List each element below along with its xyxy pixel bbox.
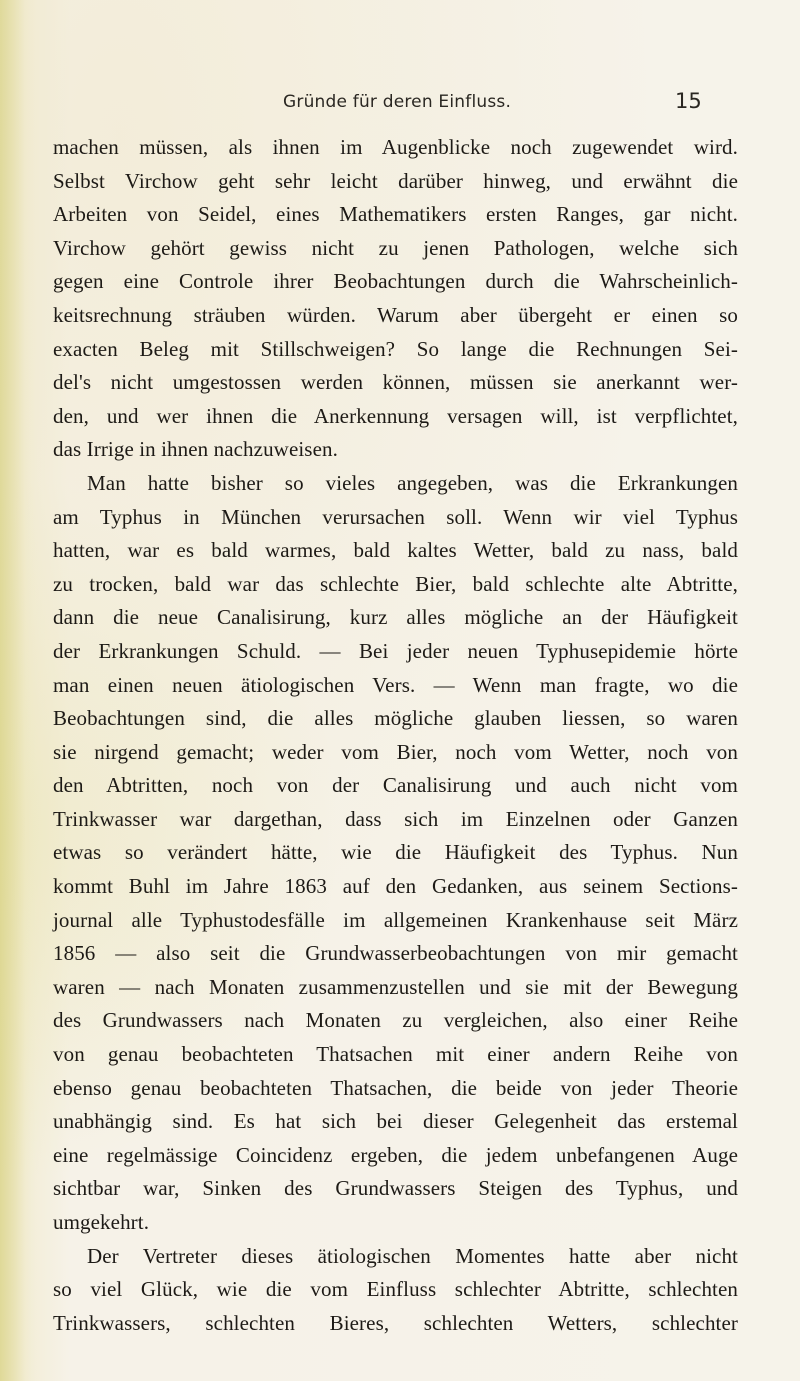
text-line: Trinkwassers, schlechten Bieres, schlechten Wetters, schlechter	[53, 1310, 738, 1335]
text-line: den, und wer ihnen die Anerkennung versagen will, ist verpflichtet,	[53, 403, 738, 428]
text-line: hatten, war es bald warmes, bald kaltes Wetter, bald zu nass, bald	[53, 538, 738, 563]
text-line: etwas so verändert hätte, wie die Häufigkeit des Typhus. Nun	[53, 840, 738, 865]
page-number: 15	[675, 89, 702, 113]
text-line: unabhängig sind. Es hat sich bei dieser Gelegenheit das erstemal	[53, 1109, 738, 1134]
text-line: sie nirgend gemacht; weder vom Bier, noch vom Wetter, noch von	[53, 739, 738, 764]
body-text	[53, 131, 738, 1340]
text-line: Beobachtungen sind, die alles mögliche glauben liessen, so waren	[53, 706, 738, 731]
text-line: das Irrige in ihnen nachzuweisen.	[53, 437, 338, 462]
text-line: man einen neuen ätiologischen Vers. — Wenn man fragte, wo die	[53, 672, 738, 697]
text-line: kommt Buhl im Jahre 1863 auf den Gedanken, aus seinem Sections-	[53, 874, 738, 899]
text-line: gegen eine Controle ihrer Beobachtungen durch die Wahrscheinlich-	[53, 269, 738, 294]
text-line: journal alle Typhustodesfälle im allgemeinen Krankenhause seit März	[53, 907, 738, 932]
page-header	[0, 89, 800, 122]
text-line: umgekehrt.	[53, 1210, 150, 1234]
text-line: Arbeiten von Seidel, eines Mathematikers ersten Ranges, gar nicht.	[53, 202, 738, 227]
text-line: des Grundwassers nach Monaten zu vergleichen, also einer Reihe	[53, 1008, 738, 1033]
text-line: von genau beobachteten Thatsachen mit einer andern Reihe von	[53, 1042, 738, 1067]
text-line: Trinkwasser war dargethan, dass sich im Einzelnen oder Ganzen	[53, 806, 738, 831]
text-line: den Abtritten, noch von der Canalisirung und auch nicht vom	[53, 773, 738, 798]
text-line: dann die neue Canalisirung, kurz alles mögliche an der Häufigkeit	[53, 605, 738, 630]
page-edge-shading	[0, 0, 36, 1381]
text-line: sichtbar war, Sinken des Grundwassers Steigen des Typhus, und	[53, 1176, 738, 1201]
text-line: ebenso genau beobachteten Thatsachen, die beide von jeder Theorie	[53, 1075, 738, 1100]
text-line: 1856 — also seit die Grundwasserbeobachtungen von mir gemacht	[53, 941, 738, 966]
text-line: Selbst Virchow geht sehr leicht darüber hinweg, und erwähnt die	[53, 168, 738, 193]
text-line: so viel Glück, wie die vom Einfluss schlechter Abtritte, schlechten	[53, 1277, 738, 1302]
running-head: Gründe für deren Einfluss.	[283, 92, 512, 112]
text-line: Man hatte bisher so vieles angegeben, was die Erkrankungen	[87, 470, 738, 495]
text-line: Der Vertreter dieses ätiologischen Momentes hatte aber nicht	[87, 1243, 738, 1268]
text-line: der Erkrankungen Schuld. — Bei jeder neuen Typhusepidemie hörte	[53, 638, 738, 663]
text-line: am Typhus in München verursachen soll. Wenn wir viel Typhus	[53, 504, 738, 529]
text-line: exacten Beleg mit Stillschweigen? So lange die Rechnungen Sei-	[53, 336, 738, 361]
text-line: del's nicht umgestossen werden können, müssen sie anerkannt wer-	[53, 370, 738, 395]
text-line: keitsrechnung sträuben würden. Warum aber übergeht er einen so	[53, 302, 738, 327]
text-line: zu trocken, bald war das schlechte Bier, bald schlechte alte Abtritte,	[53, 571, 738, 596]
text-line: eine regelmässige Coincidenz ergeben, die jedem unbefangenen Auge	[53, 1142, 738, 1167]
text-line: waren — nach Monaten zusammenzustellen und sie mit der Bewegung	[53, 974, 738, 999]
text-line: machen müssen, als ihnen im Augenblicke noch zugewendet wird.	[53, 135, 738, 159]
text-line: Virchow gehört gewiss nicht zu jenen Pathologen, welche sich	[53, 235, 738, 260]
